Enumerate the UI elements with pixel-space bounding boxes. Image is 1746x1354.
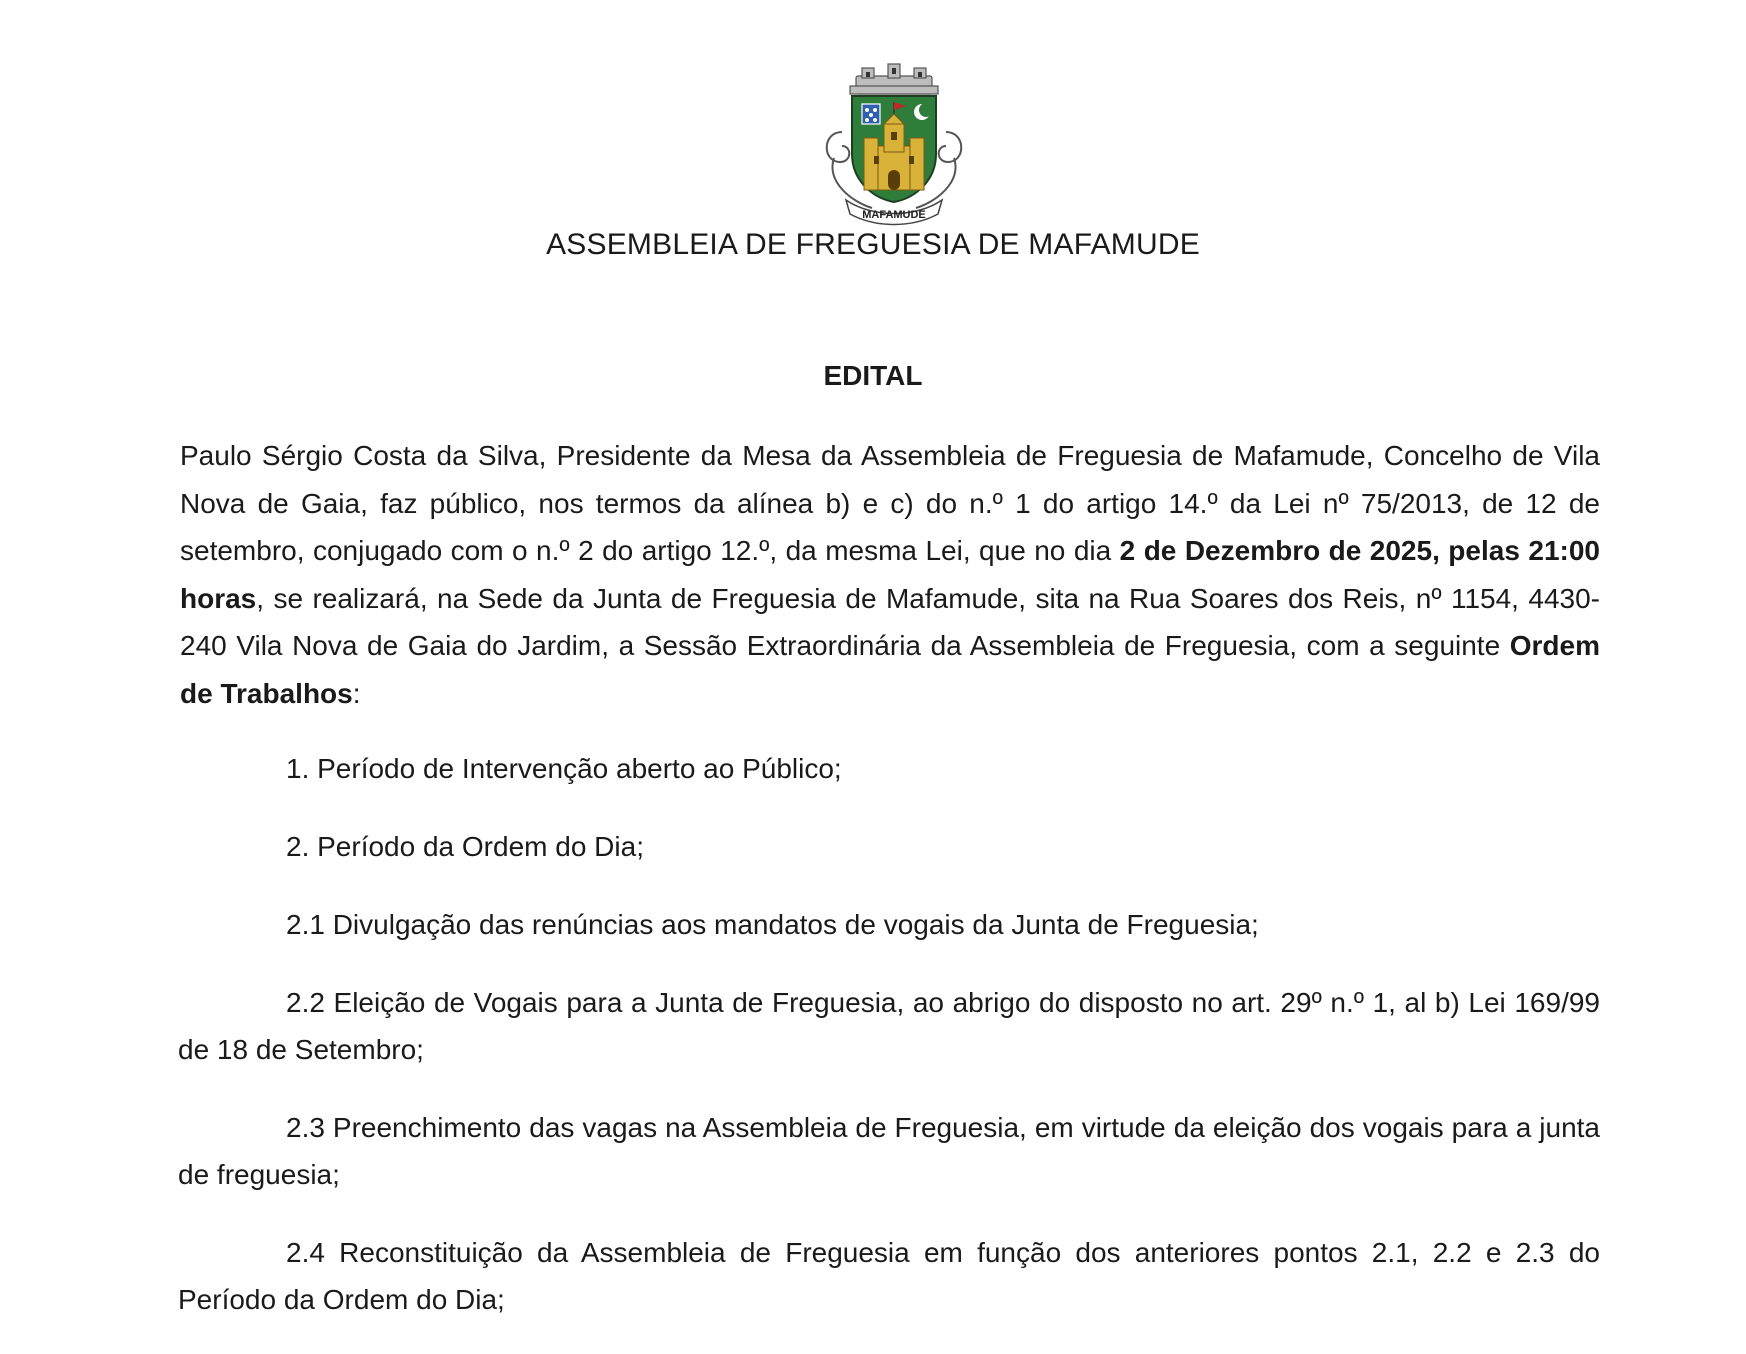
agenda-item: 2.4 Reconstituição da Assembleia de Freguesia em função dos anteriores pontos 2.1, 2.2 e 2.3 do Período da Ordem do Dia; (178, 1237, 1600, 1315)
agenda-list (178, 745, 1600, 1354)
intro-text-2: , se realizará, na Sede da Junta de Freguesia de Mafamude, sita na Rua Soares dos Reis, nº 1154, 4430-240 Vila Nova de Gaia do Jardim, a Sessão Extraordinária da Assembleia de Freguesia, com a seguinte (180, 582, 1600, 661)
agenda-item: 2.2 Eleição de Vogais para a Junta de Freguesia, ao abrigo do disposto no art. 29º n.º 1, al b) Lei 169/99 de 18 de Setembro; (178, 987, 1600, 1065)
intro-text-1: Paulo Sérgio Costa da Silva, Presidente da Mesa da Assembleia de Freguesia de Mafamude, Concelho de Vila Nova de Gaia, faz público, nos termos da alínea b) e c) do n.º 1 do artigo 14.º da Lei nº 75/2013, de 12 de setembro, conjugado com o n.º 2 do artigo 12.º, da mesma Lei, que no dia (180, 440, 1600, 566)
intro-paragraph (180, 432, 1600, 717)
agenda-item: 2.3 Preenchimento das vagas na Assembleia de Freguesia, em virtude da eleição dos vogais para a junta de freguesia; (178, 1112, 1600, 1190)
session-date: 2 de Dezembro de 2025, pelas 21:00 horas (180, 535, 1600, 614)
document-heading: EDITAL (823, 360, 923, 391)
agenda-item: 2. Período da Ordem do Dia; (286, 831, 644, 862)
agenda-label: Ordem de Trabalhos (180, 630, 1600, 709)
agenda-item: 1. Período de Intervenção aberto ao Público; (286, 753, 842, 784)
crest-ribbon-label: MAFAMUDE (862, 209, 926, 221)
intro-text-3: : (352, 677, 361, 709)
agenda-item: 2.1 Divulgação das renúncias aos mandatos de vogais da Junta de Freguesia; (286, 909, 1259, 940)
organization-title: ASSEMBLEIA DE FREGUESIA DE MAFAMUDE (546, 228, 1200, 261)
coat-of-arms-icon (812, 62, 976, 226)
